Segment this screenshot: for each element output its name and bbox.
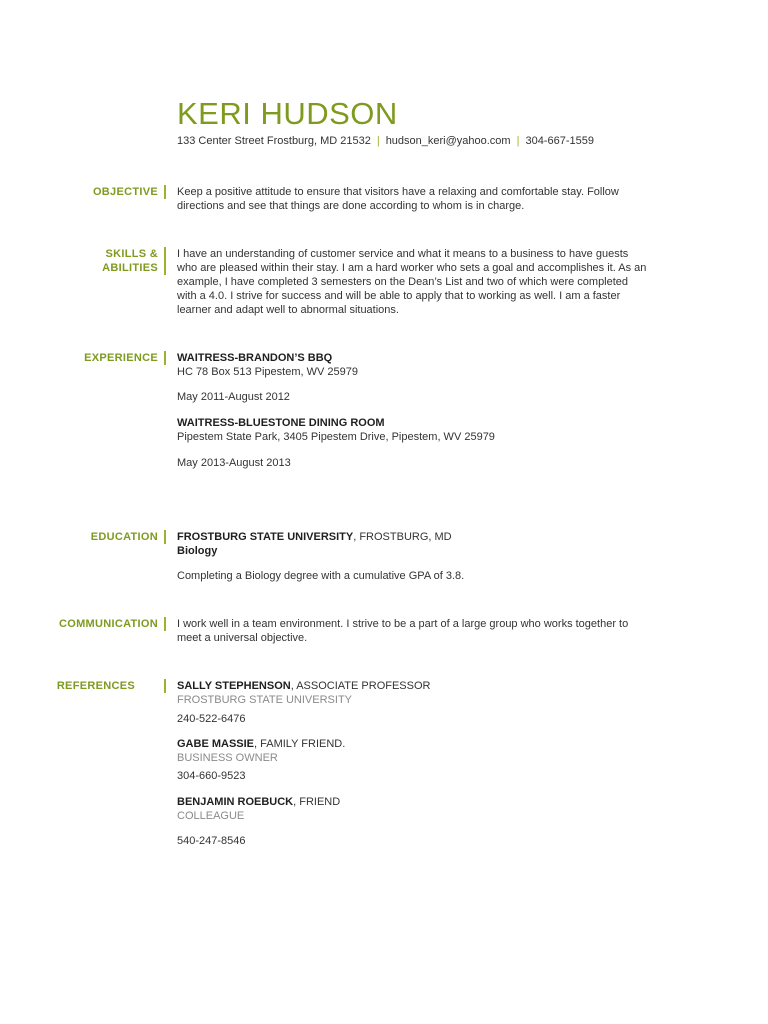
contact-line [177, 134, 594, 148]
resume-name: KERI HUDSON [177, 96, 398, 131]
reference-name-line [177, 679, 647, 693]
job-dates: May 2013-August 2013 [177, 457, 291, 469]
section-divider [164, 351, 166, 365]
reference-name: GABE MASSIE [177, 738, 255, 750]
education-major: Biology [177, 545, 218, 557]
reference-relation: , ASSOCIATE PROFESSOR [290, 680, 431, 692]
email[interactable]: hudson_keri@yahoo.com [385, 135, 511, 147]
section-label-references: REFERENCES [56, 680, 135, 692]
reference-org: FROSTBURG STATE UNIVERSITY [177, 694, 352, 706]
reference-phone: 240-522-6476 [177, 713, 246, 725]
section-label-objective: OBJECTIVE [92, 186, 158, 198]
job-location: Pipestem State Park, 3405 Pipestem Drive, Pipestem, WV 25979 [177, 431, 495, 443]
reference-name: BENJAMIN ROEBUCK [177, 796, 294, 808]
reference-name-line [177, 737, 647, 751]
education-school-line [177, 530, 647, 544]
section-divider [164, 617, 166, 631]
job-title: WAITRESS-BLUESTONE DINING ROOM [177, 417, 385, 429]
separator: | [516, 135, 520, 147]
reference-phone: 304-660-9523 [177, 770, 246, 782]
objective-text: Keep a positive attitude to ensure that visitors have a relaxing and comfortable stay. Follow directions and see that things are done according to whom is in charge. [177, 186, 619, 212]
section-label-education: EDUCATION [90, 531, 158, 543]
section-divider [164, 530, 166, 544]
reference-name: SALLY STEPHENSON [177, 680, 291, 692]
reference-org: BUSINESS OWNER [177, 752, 278, 764]
job-location: HC 78 Box 513 Pipestem, WV 25979 [177, 366, 358, 378]
school-location: , FROSTBURG, MD [353, 531, 452, 543]
reference-org: COLLEAGUE [177, 810, 245, 822]
section-label-experience: EXPERIENCE [84, 352, 158, 364]
section-label-skills [102, 247, 158, 275]
reference-phone: 540-247-8546 [177, 835, 246, 847]
section-divider [164, 679, 166, 693]
communication-text: I work well in a team environment. I strive to be a part of a large group who works together to meet a universal objective. [177, 618, 629, 644]
section-label-communication: COMMUNICATION [58, 618, 158, 630]
education-detail: Completing a Biology degree with a cumulative GPA of 3.8. [177, 570, 465, 582]
address: 133 Center Street Frostburg, MD 21532 [177, 135, 371, 147]
reference-relation: , FAMILY FRIEND. [254, 738, 346, 750]
skills-label-line1: SKILLS & [105, 248, 158, 260]
school-name: FROSTBURG STATE UNIVERSITY [177, 531, 354, 543]
job-title: WAITRESS-BRANDON’S BBQ [177, 352, 333, 364]
skills-text: I have an understanding of customer service and what it means to a business to have guests who are pleased within their stay. I am a hard worker who sets a goal and accomplishes it. As an example, I have completed 3 semesters on the Dean’s List and two of which were completed with a 4.0. I strive for success and will be able to apply that to working as well. I am a faster learner and adapt well to abnormal situations. [177, 248, 647, 316]
section-divider [164, 185, 166, 199]
reference-relation: , FRIEND [293, 796, 341, 808]
job-dates: May 2011-August 2012 [177, 391, 290, 403]
section-divider [164, 247, 166, 275]
reference-name-line [177, 795, 647, 809]
skills-label-line2: ABILITIES [102, 262, 158, 274]
separator: | [376, 135, 380, 147]
phone: 304-667-1559 [525, 135, 594, 147]
